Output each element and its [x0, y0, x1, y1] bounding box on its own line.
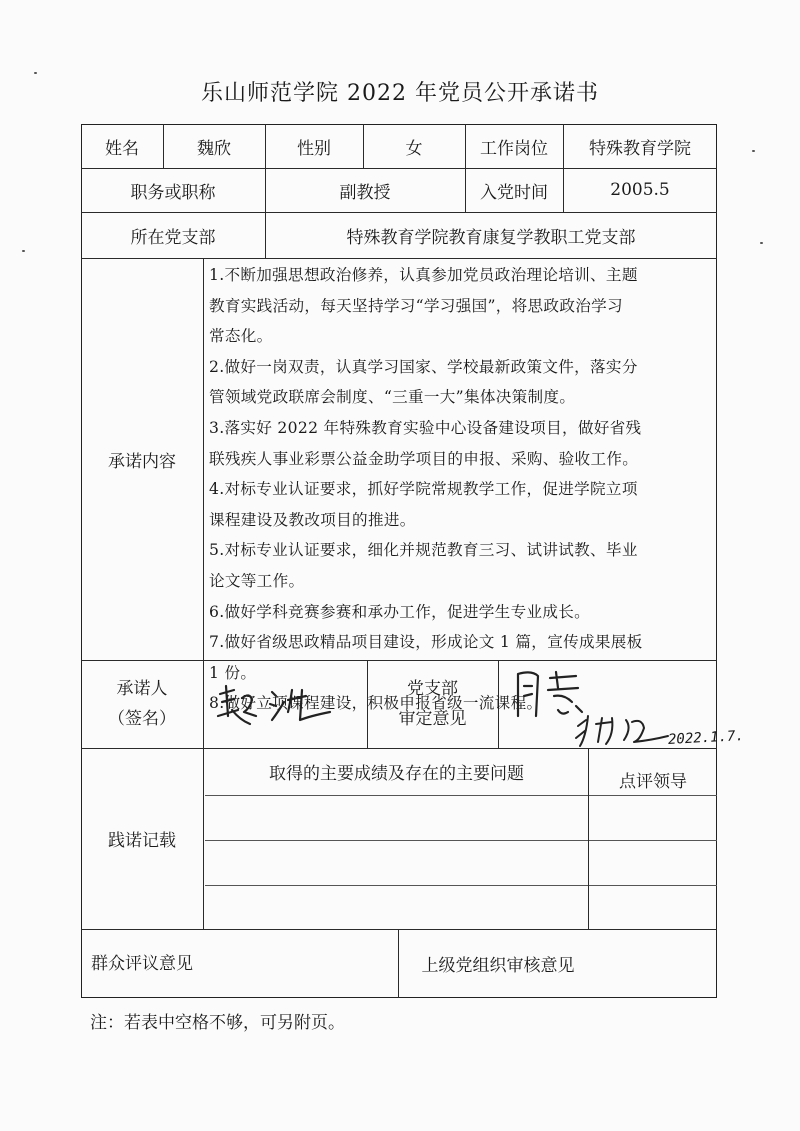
gender-value: 女 [405, 138, 423, 159]
committer-label [81, 660, 203, 748]
commitment-line: 3.落实好 2022 年特殊教育实验中心设备建设项目，做好省残 [209, 418, 642, 437]
join-date-value: 2005.5 [610, 180, 670, 200]
commitment-content [205, 260, 715, 719]
branch-review-label-line2: 审定意见 [398, 709, 467, 729]
commitment-line: 论文等工作。 [209, 571, 305, 590]
commitment-line: 8.做好立项课程建设，积极申报省级一流课程。 [209, 694, 543, 713]
upper-review-label: 上级党组织审核意见 [421, 956, 575, 976]
scan-speck [760, 242, 763, 244]
name-label: 姓名 [105, 138, 139, 159]
commitment-line: 7.做好省级思政精品项目建设，形成论文 1 篇，宣传成果展板 [209, 633, 643, 652]
commitment-line: 5.对标专业认证要求，细化并规范教育三习、试讲试教、毕业 [209, 541, 638, 560]
commitment-line: 联残疾人事业彩票公益金助学项目的申报、采购、验收工作。 [209, 449, 639, 468]
commitment-line: 教育实践活动，每天坚持学习“学习强国”，将思政政治学习 [209, 296, 623, 315]
mass-review-label: 群众评议意见 [91, 953, 193, 974]
commitment-line: 2.做好一岗双责，认真学习国家、学校最新政策文件，落实分 [209, 357, 638, 376]
achievement-header: 取得的主要成绩及存在的主要问题 [269, 763, 524, 784]
col-divider [203, 258, 204, 929]
branch-label: 所在党支部 [130, 227, 216, 248]
position-label: 职务或职称 [130, 182, 216, 203]
gender-label: 性别 [297, 138, 331, 159]
commitment-line: 1.不断加强思想政治修养，认真参加党员政治理论培训、主题 [209, 266, 638, 284]
name-value: 魏欣 [197, 138, 231, 159]
commitment-line: 管领域党政联席会制度、“三重一大”集体决策制度。 [209, 388, 576, 407]
footnote: 注：若表中空格不够，可另附页。 [90, 1013, 345, 1033]
position-value: 副教授 [339, 182, 391, 203]
practice-line [205, 840, 717, 841]
leader-header: 点评领导 [619, 771, 687, 792]
branch-review-label-line1: 党支部 [407, 679, 458, 699]
commitment-line: 6.做好学科竞赛参赛和承办工作，促进学生专业成长。 [209, 602, 591, 621]
commitment-line: 常态化。 [209, 327, 273, 346]
join-date-label: 入党时间 [480, 182, 548, 203]
practice-line [205, 885, 717, 886]
commitment-line: 课程建设及教改项目的推进。 [209, 510, 416, 529]
commitment-line: 1 份。 [209, 663, 257, 682]
document-title: 乐山师范学院 2022 年党员公开承诺书 [201, 81, 599, 106]
commitment-line: 4.对标专业认证要求，抓好学院常规教学工作，促进学院立项 [209, 480, 638, 499]
committer-label-line1: 承诺人 [116, 679, 168, 699]
scan-speck [752, 150, 755, 152]
committer-signature [212, 676, 342, 736]
commitment-label: 承诺内容 [108, 451, 176, 472]
scan-speck [34, 72, 37, 74]
branch-review-label [367, 660, 498, 748]
approver-signature [572, 710, 672, 750]
committer-label-line2: （签名） [108, 709, 176, 729]
post-value: 特殊教育学院 [589, 138, 691, 159]
scan-speck [22, 250, 25, 252]
post-label: 工作岗位 [480, 138, 548, 159]
approval-date: 2022.1.7. [667, 728, 745, 748]
branch-value: 特殊教育学院教育康复学教职工党支部 [346, 227, 636, 248]
practice-label: 践诺记载 [108, 831, 176, 851]
